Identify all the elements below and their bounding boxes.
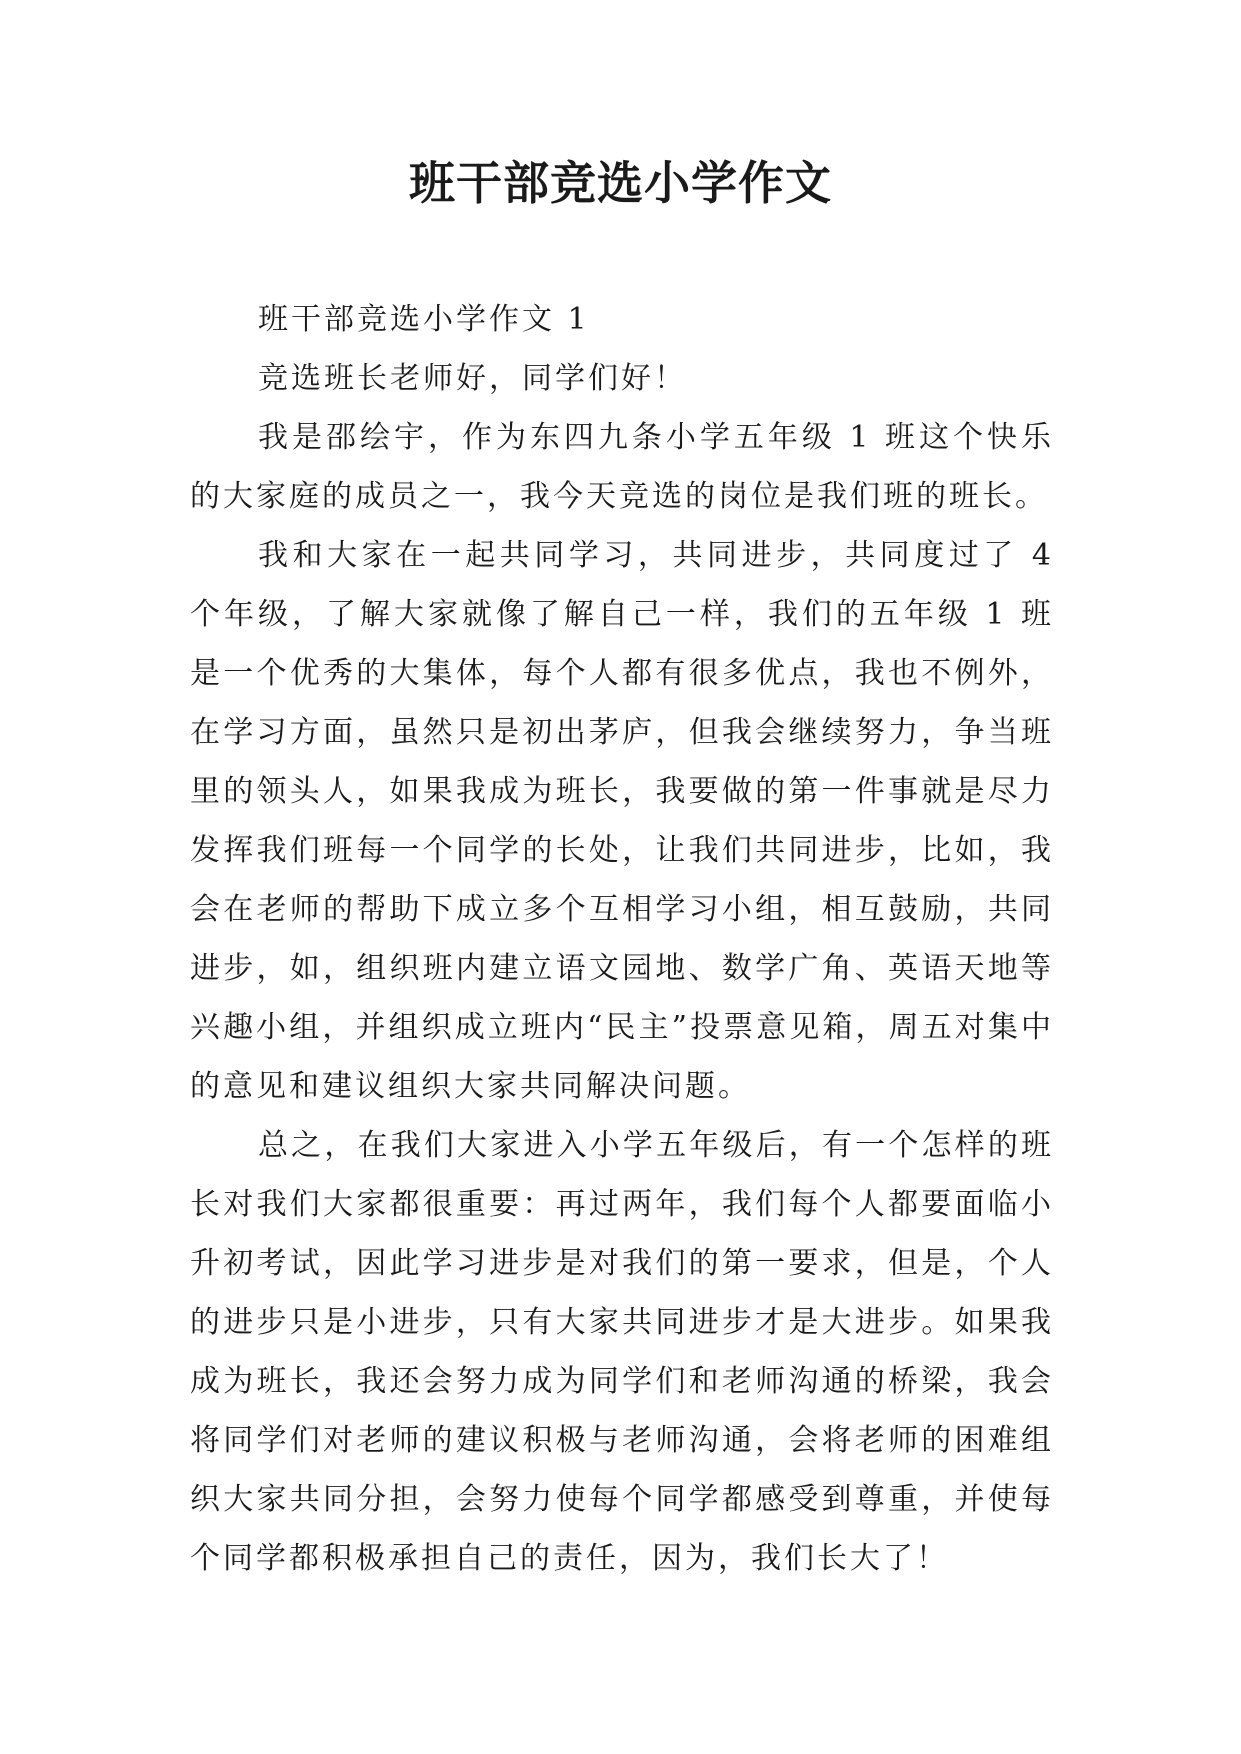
- document-title: 班干部竞选小学作文: [409, 156, 832, 210]
- introduction-paragraph: 我是邵绘宇，作为东四九条小学五年级 1 班这个快乐的大家庭的成员之一，我今天竞选的岗位是我们班的班长。: [190, 420, 1054, 514]
- conclusion-paragraph: 总之，在我们大家进入小学五年级后，有一个怎样的班长对我们大家都很重要：再过两年，我们每个人都要面临小升初考试，因此学习进步是对我们的第一要求，但是，个人的进步只是小进步，只有大家共同进步才是大进步。如果我成为班长，我还会努力成为同学们和老师沟通的桥梁，我会将同学们对老师的建议积极与老师沟通，会将老师的困难组织大家共同分担，会努力使每个同学都感受到尊重，并使每个同学都积极承担自己的责任，因为，我们长大了！: [190, 1128, 1054, 1576]
- plan-paragraph: 我和大家在一起共同学习，共同进步，共同度过了 4 个年级，了解大家就像了解自己一样，我们的五年级 1 班是一个优秀的大集体，每个人都有很多优点，我也不例外，在学习方面，虽然只是初出茅庐，但我会继续努力，争当班里的领头人，如果我成为班长，我要做的第一件事就是尽力发挥我们班每一个同学的长处，让我们共同进步，比如，我会在老师的帮助下成立多个互相学习小组，相互鼓励，共同进步，如，组织班内建立语文园地、数学广角、英语天地等兴趣小组，并组织成立班内“民主”投票意见箱，周五对集中的意见和建议组织大家共同解决问题。: [190, 538, 1054, 1104]
- document-body: [190, 290, 1054, 1588]
- section-heading: 班干部竞选小学作文 1: [258, 302, 590, 337]
- greeting-paragraph: 竞选班长老师好，同学们好！: [258, 361, 687, 396]
